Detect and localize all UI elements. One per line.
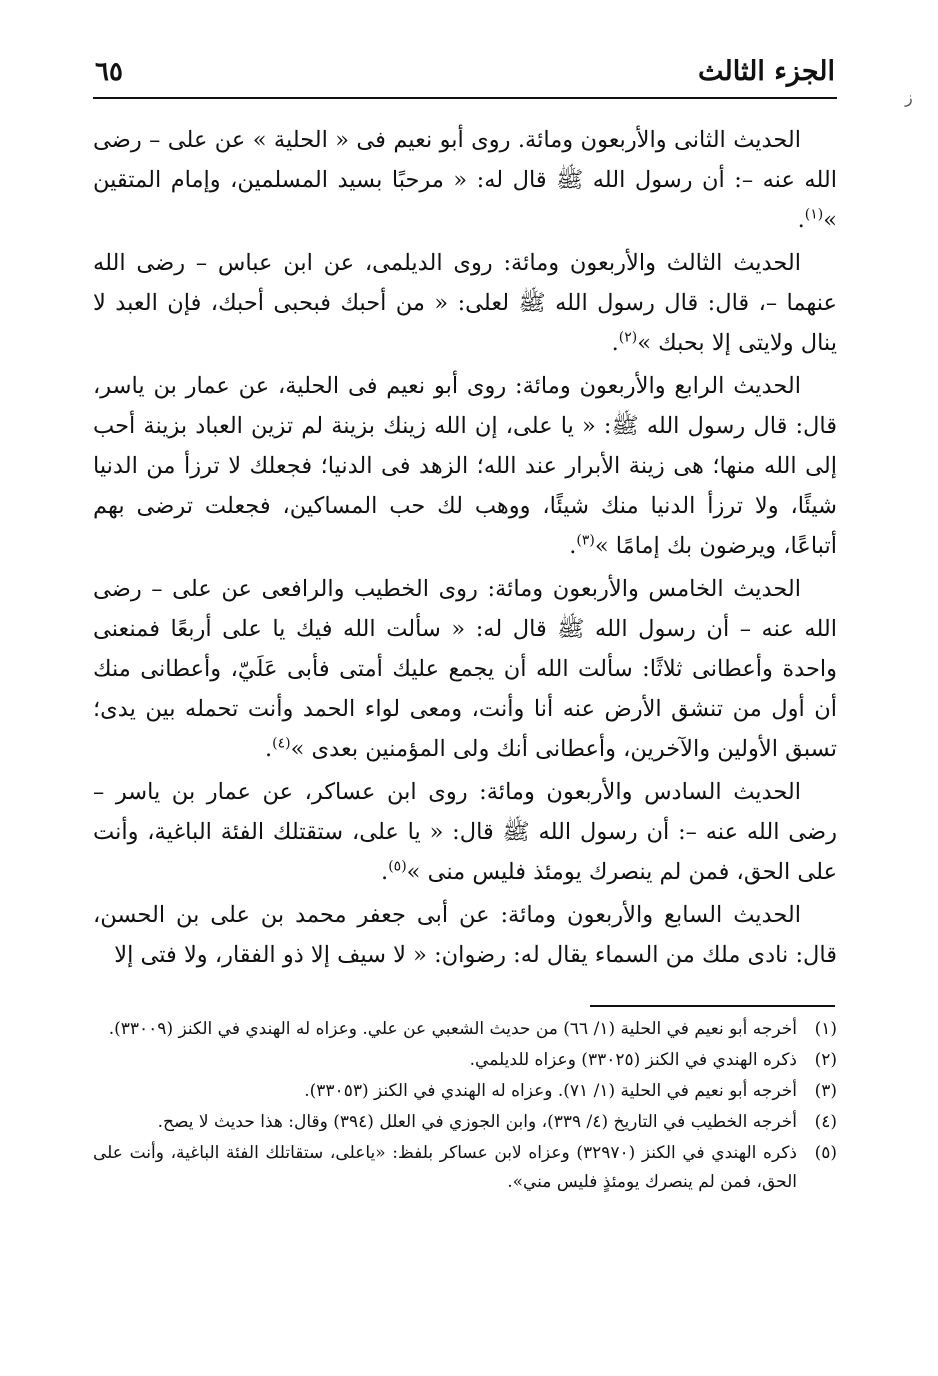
header-rule [93, 97, 837, 99]
footnote-item [93, 1108, 837, 1137]
footnotes [93, 1015, 837, 1199]
footnote-text: ذكره الهندي في الكنز (٣٣٠٢٥) وعزاه للديلمي. [469, 1050, 797, 1070]
hadith-paragraph: الحديث السادس والأربعون ومائة: روى ابن عساكر، عن عمار بن ياسر – رضى الله عنه –: أن رسول الله ﷺ قال: « يا على، ستقتلك الفئة الباغية، وأنت على الحق، فمن لم ينصرك يومئذ فليس منى »$^{(٥)}$. [93, 779, 837, 885]
page-header [95, 52, 835, 92]
footnote-item [93, 1015, 837, 1044]
footnote-number: (١) [814, 1019, 837, 1039]
running-title: الجزء الثالث [698, 56, 835, 87]
footnote-number: (٣) [814, 1081, 837, 1101]
footnote-reference: (١) [804, 206, 824, 223]
footnote-text: أخرجه الخطيب في التاريخ (٤/ ٣٣٩)، وابن الجوزي في العلل (٣٩٤) وقال: هذا حديث لا يصح. [157, 1112, 797, 1132]
footnote-number: (٥) [814, 1143, 837, 1163]
main-text [93, 120, 837, 978]
footnote-reference: (٤) [272, 735, 291, 752]
hadith-text: الحديث الثالث والأربعون ومائة: روى الديلمى، عن ابن عباس – رضى الله عنهما –، قال: قال رسول الله ﷺ لعلى: « من أحبك فبحبى أحبك، فإن العبد لا ينال ولايتى إلا بحبك » [93, 250, 837, 356]
footnote-item [93, 1077, 837, 1106]
page-number: ٦٥ [95, 57, 123, 87]
footnote-item [93, 1046, 837, 1075]
footnote-number: (٢) [814, 1050, 837, 1070]
footnote-text: أخرجه أبو نعيم في الحلية (١/ ٧١). وعزاه له الهندي في الكنز (٣٣٠٥٣). [304, 1081, 797, 1101]
hadith-text: الحديث الخامس والأربعون ومائة: روى الخطيب والرافعى عن على – رضى الله عنه – أن رسول الله ﷺ قال له: « سألت الله فيك يا على أربعًا فمنعنى واحدة وأعطانى ثلاثًا: سألت الله أن يجمع عليك أمتى فأبى عَلَيّ، وأعطانى منك أن أول من تنشق الأرض عنه أنا وأنت، ومعى لواء الحمد وأنت تحمله بين يدى؛ تسبق الأولين والآخرين، وأعطانى أنك ولى المؤمنين بعدى » [93, 576, 837, 762]
hadith-text: الحديث السادس والأربعون ومائة: روى ابن عساكر، عن عمار بن ياسر – رضى الله عنه –: أن رسول الله ﷺ قال: « يا على، ستقتلك الفئة الباغية، وأنت على الحق، فمن لم ينصرك يومئذ فليس منى » [93, 779, 837, 885]
footnote-text: أخرجه أبو نعيم في الحلية (١/ ٦٦) من حديث الشعبي عن علي. وعزاه له الهندي في الكنز (٣٣٠٠٩). [108, 1019, 797, 1039]
hadith-text: الحديث الرابع والأربعون ومائة: روى أبو نعيم فى الحلية، عن عمار بن ياسر، قال: قال رسول الله ﷺ: « يا على، إن الله زينك بزينة لم تزين العباد بزينة أحب إلى الله منها؛ هى زينة الأبرار عند الله؛ الزهد فى الدنيا؛ فجعلك لا ترزأ من الدنيا شيئًا، ولا ترزأ الدنيا منك شيئًا، ووهب لك حب المساكين، فجعلت ترضى بهم أتباعًا، ويرضون بك إمامًا » [93, 373, 837, 559]
hadith-paragraph: الحديث الثالث والأربعون ومائة: روى الديلمى، عن ابن عباس – رضى الله عنهما –، قال: قال رسول الله ﷺ لعلى: « من أحبك فبحبى أحبك، فإن العبد لا ينال ولايتى إلا بحبك »$^{(٢)}$. [93, 250, 837, 356]
hadith-paragraph: الحديث الخامس والأربعون ومائة: روى الخطيب والرافعى عن على – رضى الله عنه – أن رسول الله ﷺ قال له: « سألت الله فيك يا على أربعًا فمنعنى واحدة وأعطانى ثلاثًا: سألت الله أن يجمع عليك أمتى فأبى عَلَيّ، وأعطانى منك أن أول من تنشق الأرض عنه أنا وأنت، ومعى لواء الحمد وأنت تحمله بين يدى؛ تسبق الأولين والآخرين، وأعطانى أنك ولى المؤمنين بعدى »$^{(٤)}$. [93, 576, 837, 762]
hadith-paragraph: الحديث الرابع والأربعون ومائة: روى أبو نعيم فى الحلية، عن عمار بن ياسر، قال: قال رسول الله ﷺ: « يا على، إن الله زينك بزينة لم تزين العباد بزينة أحب إلى الله منها؛ هى زينة الأبرار عند الله؛ الزهد فى الدنيا؛ فجعلك لا ترزأ من الدنيا شيئًا، ولا ترزأ الدنيا منك شيئًا، ووهب لك حب المساكين، فجعلت ترضى بهم أتباعًا، ويرضون بك إمامًا »$^{(٣)}$. [93, 373, 837, 559]
hadith-paragraph: الحديث الثانى والأربعون ومائة. روى أبو نعيم فى « الحلية » عن على – رضى الله عنه –: أن رسول الله ﷺ قال له: « مرحبًا بسيد المسلمين، وإمام المتقين »$^{(١)}$. [93, 127, 837, 233]
hadith-text: الحديث السابع والأربعون ومائة: عن أبى جعفر محمد بن على بن الحسن، قال: نادى ملك من السماء يقال له: رضوان: « لا سيف إلا ذو الفقار، ولا فتى إلا [93, 902, 837, 968]
footnote-reference: (٥) [388, 858, 407, 875]
hadith-paragraph [93, 895, 837, 975]
footnote-rule [590, 1005, 835, 1007]
margin-mark: ز [905, 88, 913, 107]
footnote-reference: (٢) [618, 329, 638, 346]
footnote-reference: (٣) [576, 532, 595, 549]
hadith-text: الحديث الثانى والأربعون ومائة. روى أبو نعيم فى « الحلية » عن على – رضى الله عنه –: أن رسول الله ﷺ قال له: « مرحبًا بسيد المسلمين، وإمام المتقين » [93, 127, 837, 233]
footnote-item [93, 1139, 837, 1197]
footnote-number: (٤) [814, 1112, 837, 1132]
footnote-text: ذكره الهندي في الكنز (٣٢٩٧٠) وعزاه لابن عساكر بلفظ: «ياعلى، ستقاتلك الفئة الباغية، وأنت على الحق، فمن لم ينصرك يومئذٍ فليس مني». [93, 1143, 797, 1192]
